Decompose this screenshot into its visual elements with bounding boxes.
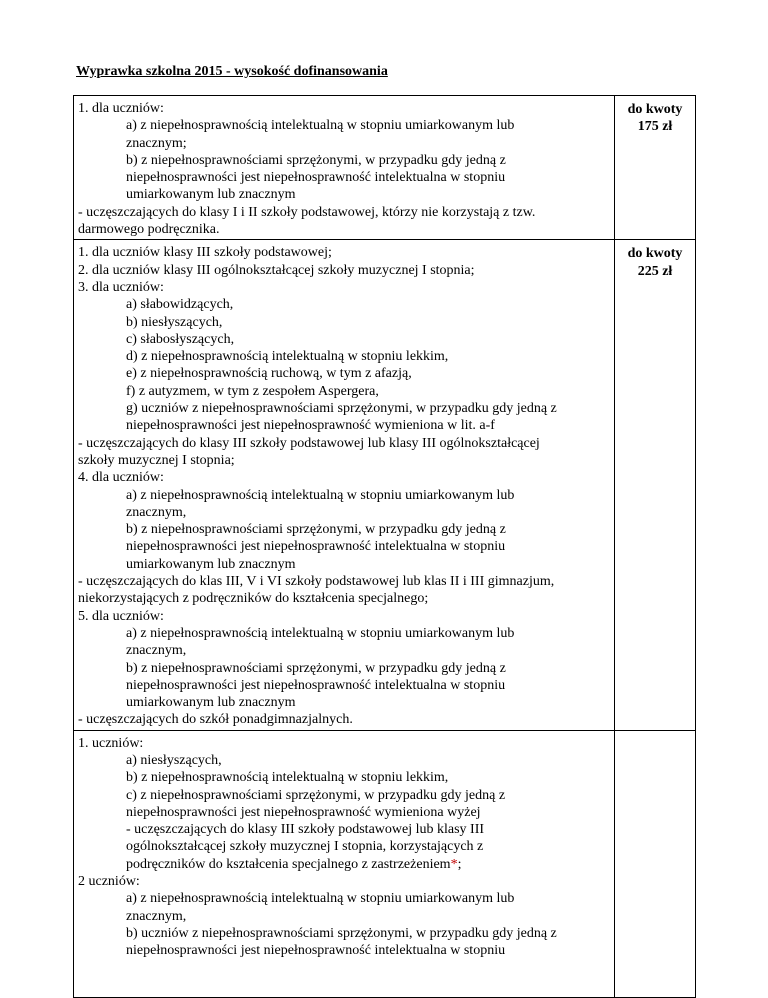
eligibility-line: [78, 890, 610, 907]
eligibility-line: [78, 331, 610, 348]
line-text: b) uczniów z niepełnosprawnościami sprzężonymi, w przypadku gdy jedną z: [126, 925, 557, 941]
line-text: 1. dla uczniów klasy III szkoły podstawowej;: [78, 245, 332, 261]
line-text: 1. dla uczniów:: [78, 101, 164, 116]
line-text: 1. uczniów:: [78, 735, 144, 751]
line-text: umiarkowanym lub znacznym: [126, 556, 296, 572]
eligibility-line: [78, 383, 610, 400]
line-text: g) uczniów z niepełnosprawnościami sprzężonymi, w przypadku gdy jedną z: [126, 401, 557, 417]
line-text: darmowego podręcznika.: [78, 222, 220, 238]
line-text: a) z niepełnosprawnością intelektualną w stopniu umiarkowanym lub: [126, 891, 515, 907]
eligibility-line: [78, 787, 610, 804]
eligibility-line: [78, 735, 610, 752]
eligibility-line: [78, 504, 610, 521]
line-text: umiarkowanym lub znacznym: [126, 695, 296, 711]
line-text: - uczęszczających do klasy III szkoły podstawowej lub klasy III: [126, 822, 485, 838]
eligibility-cell: [74, 240, 615, 730]
line-text: c) słabosłyszących,: [126, 331, 235, 347]
line-text: a) z niepełnosprawnością intelektualną w stopniu umiarkowanym lub: [126, 487, 515, 503]
line-text: ogólnokształcącej szkoły muzycznej I stopnia, korzystających z: [126, 839, 484, 855]
eligibility-line: [78, 804, 610, 821]
eligibility-cell: [74, 96, 615, 240]
eligibility-line: [78, 469, 610, 486]
line-text: a) z niepełnosprawnością intelektualną w stopniu umiarkowanym lub: [126, 625, 515, 641]
eligibility-line: [78, 221, 610, 238]
line-text: 2. dla uczniów klasy III ogólnokształcącej szkoły muzycznej I stopnia;: [78, 262, 475, 278]
amount-value: 225 zł: [637, 263, 673, 279]
eligibility-line: [78, 769, 610, 786]
eligibility-line: [78, 521, 610, 538]
line-text: szkoły muzycznej I stopnia;: [78, 452, 235, 468]
line-text: znacznym,: [126, 504, 187, 520]
line-text: 3. dla uczniów:: [78, 279, 164, 295]
line-text: b) niesłyszących,: [126, 314, 223, 330]
eligibility-line: [78, 856, 610, 873]
eligibility-line: [78, 556, 610, 573]
line-text: b) z niepełnosprawnościami sprzężonymi, w przypadku gdy jedną z: [126, 660, 506, 676]
line-text: c) z niepełnosprawnościami sprzężonymi, w przypadku gdy jedną z: [126, 787, 506, 803]
line-text: 4. dla uczniów:: [78, 470, 164, 486]
eligibility-line: [78, 694, 610, 711]
eligibility-line: [78, 573, 610, 590]
line-text: - uczęszczających do klas III, V i VI szkoły podstawowej lub klas II i III gimnazjum,: [78, 574, 555, 590]
eligibility-line: [78, 279, 610, 296]
eligibility-line: [78, 838, 610, 855]
eligibility-line: [78, 314, 610, 331]
eligibility-line: [78, 642, 610, 659]
eligibility-line: [78, 908, 610, 925]
line-text: a) z niepełnosprawnością intelektualną w stopniu umiarkowanym lub: [126, 118, 515, 134]
table-row: [74, 730, 696, 997]
line-text: - uczęszczających do klasy III szkoły podstawowej lub klasy III ogólnokształcącej: [78, 435, 540, 451]
eligibility-line: [78, 942, 610, 959]
line-text: b) z niepełnosprawnościami sprzężonymi, w przypadku gdy jedną z: [126, 522, 506, 538]
eligibility-line: [78, 590, 610, 607]
eligibility-line: [78, 538, 610, 555]
eligibility-line: [78, 487, 610, 504]
eligibility-line: [78, 873, 610, 890]
eligibility-cell: [74, 730, 615, 997]
eligibility-line: [78, 117, 610, 134]
line-text: e) z niepełnosprawnością ruchową, w tym z afazją,: [126, 366, 412, 382]
line-text: 2 uczniów:: [78, 874, 140, 890]
subsidy-table: [73, 95, 696, 998]
eligibility-line: [78, 752, 610, 769]
line-text: - uczęszczających do szkół ponadgimnazjalnych.: [78, 712, 353, 728]
amount-cell: [615, 730, 696, 997]
footnote-asterisk: *: [450, 856, 458, 872]
line-text: niepełnosprawności jest niepełnosprawność wymieniona w lit. a-f: [126, 418, 495, 434]
amount-label: do kwoty: [627, 102, 683, 117]
eligibility-line: [78, 169, 610, 186]
eligibility-line: [78, 365, 610, 382]
line-text: podręczników do kształcenia specjalnego z zastrzeżeniem: [126, 856, 451, 872]
table-row: [74, 96, 696, 240]
document-title: Wyprawka szkolna 2015 - wysokość dofinansowania: [76, 64, 388, 79]
line-text: znacznym,: [126, 908, 187, 924]
line-text: b) z niepełnosprawnościami sprzężonymi, w przypadku gdy jedną z: [126, 152, 506, 168]
eligibility-line: [78, 925, 610, 942]
eligibility-line: [78, 452, 610, 469]
line-text: f) z autyzmem, w tym z zespołem Aspergera,: [126, 383, 379, 399]
line-text: niepełnosprawności jest niepełnosprawność intelektualna w stopniu: [126, 677, 506, 693]
eligibility-line: [78, 677, 610, 694]
line-text: niepełnosprawności jest niepełnosprawność intelektualna w stopniu: [126, 943, 506, 959]
eligibility-line: [78, 262, 610, 279]
eligibility-line: [78, 152, 610, 169]
eligibility-line: [78, 244, 610, 261]
amount-label: do kwoty: [627, 246, 683, 262]
eligibility-line: [78, 435, 610, 452]
line-text: znacznym;: [126, 135, 187, 151]
line-text: 5. dla uczniów:: [78, 608, 164, 624]
eligibility-line: [78, 711, 610, 728]
line-text: - uczęszczających do klasy I i II szkoły podstawowej, którzy nie korzystają z tzw.: [78, 204, 536, 220]
line-text: znacznym,: [126, 643, 187, 659]
line-text: niepełnosprawności jest niepełnosprawność wymieniona wyżej: [126, 804, 481, 820]
eligibility-line: [78, 608, 610, 625]
eligibility-line: [78, 296, 610, 313]
eligibility-line: [78, 400, 610, 417]
line-text: d) z niepełnosprawnością intelektualną w stopniu lekkim,: [126, 349, 449, 365]
amount-cell: [615, 240, 696, 730]
eligibility-line: [78, 417, 610, 434]
line-text: niepełnosprawności jest niepełnosprawność intelektualna w stopniu: [126, 170, 506, 186]
eligibility-line: [78, 348, 610, 365]
line-text: niepełnosprawności jest niepełnosprawność intelektualna w stopniu: [126, 539, 506, 555]
eligibility-line: [78, 186, 610, 203]
line-text: a) słabowidzących,: [126, 297, 234, 313]
eligibility-line: [78, 625, 610, 642]
eligibility-line: [78, 100, 610, 117]
line-text: a) niesłyszących,: [126, 752, 222, 768]
line-text: niekorzystających z podręczników do kształcenia specjalnego;: [78, 591, 429, 607]
line-text: umiarkowanym lub znacznym: [126, 187, 296, 203]
amount-cell: [615, 96, 696, 240]
eligibility-line: [78, 204, 610, 221]
eligibility-line: [78, 135, 610, 152]
line-text: b) z niepełnosprawnością intelektualną w stopniu lekkim,: [126, 770, 449, 786]
table-row: [74, 240, 696, 730]
eligibility-line: [78, 821, 610, 838]
line-end: ;: [457, 856, 462, 872]
amount-value: 175 zł: [637, 119, 673, 135]
eligibility-line: [78, 660, 610, 677]
